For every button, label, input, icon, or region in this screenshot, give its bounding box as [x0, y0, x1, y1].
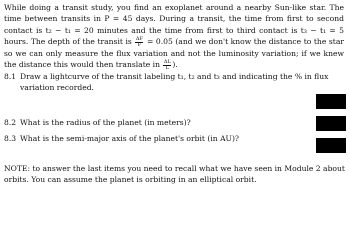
problem-statement: [4, 2, 344, 71]
question-text: What is the semi-major axis of the planet's orbit (in AU)?: [20, 134, 239, 143]
question-number: 8.3: [4, 134, 17, 143]
note-line-1: NOTE: to answer the last items you need to recall what we have seen in Module 2 about: [4, 164, 345, 173]
flux-fraction-numerator: ΔF: [135, 35, 143, 42]
question-text-continued: variation recorded.: [20, 82, 94, 92]
luminosity-fraction-numerator: ΔL: [163, 59, 171, 66]
note-line-2: orbits. You can assume the planet is orbiting in an elliptical orbit.: [4, 174, 257, 184]
question-text: Draw a lightcurve of the transit labeling t₁, t₂ and t₃ and indicating the % in flux: [20, 72, 329, 81]
question-8-1: [4, 72, 334, 93]
problem-line-5: so we can only measure the flux variation and not the luminosity variation; if we knew: [4, 48, 344, 58]
flux-fraction-denominator: F: [137, 41, 142, 48]
luminosity-fraction: [163, 60, 171, 71]
problem-line-4a: hours. The depth of the transit is: [4, 36, 132, 46]
question-number: 8.2: [4, 118, 17, 127]
redaction-box-1: [316, 94, 346, 109]
problem-line-1: While doing a transit study, you find an exoplanet around a nearby Sun-like star. The: [4, 3, 344, 12]
flux-fraction: [135, 37, 143, 48]
question-text: What is the radius of the planet (in meters)?: [20, 118, 191, 127]
redaction-box-3: [316, 138, 346, 153]
problem-line-2: time between transits in P = 45 days. During a transit, the time from first to second: [4, 14, 344, 24]
question-8-3: [4, 134, 304, 145]
question-number: 8.1: [4, 72, 17, 81]
question-8-2: [4, 118, 304, 129]
problem-line-6a: the distance this would then translate in: [4, 60, 160, 70]
problem-line-4b: = 0.05 (and we don't know the distance to the star: [146, 36, 344, 46]
redaction-box-2: [316, 116, 346, 131]
problem-line-3: contact is t₂ − t₁ = 20 minutes and the time from first to third contact is t₃ − t₁ = 5: [4, 25, 344, 35]
luminosity-fraction-denominator: L: [165, 65, 170, 72]
note: [4, 164, 346, 185]
problem-line-6b: ).: [172, 60, 178, 70]
